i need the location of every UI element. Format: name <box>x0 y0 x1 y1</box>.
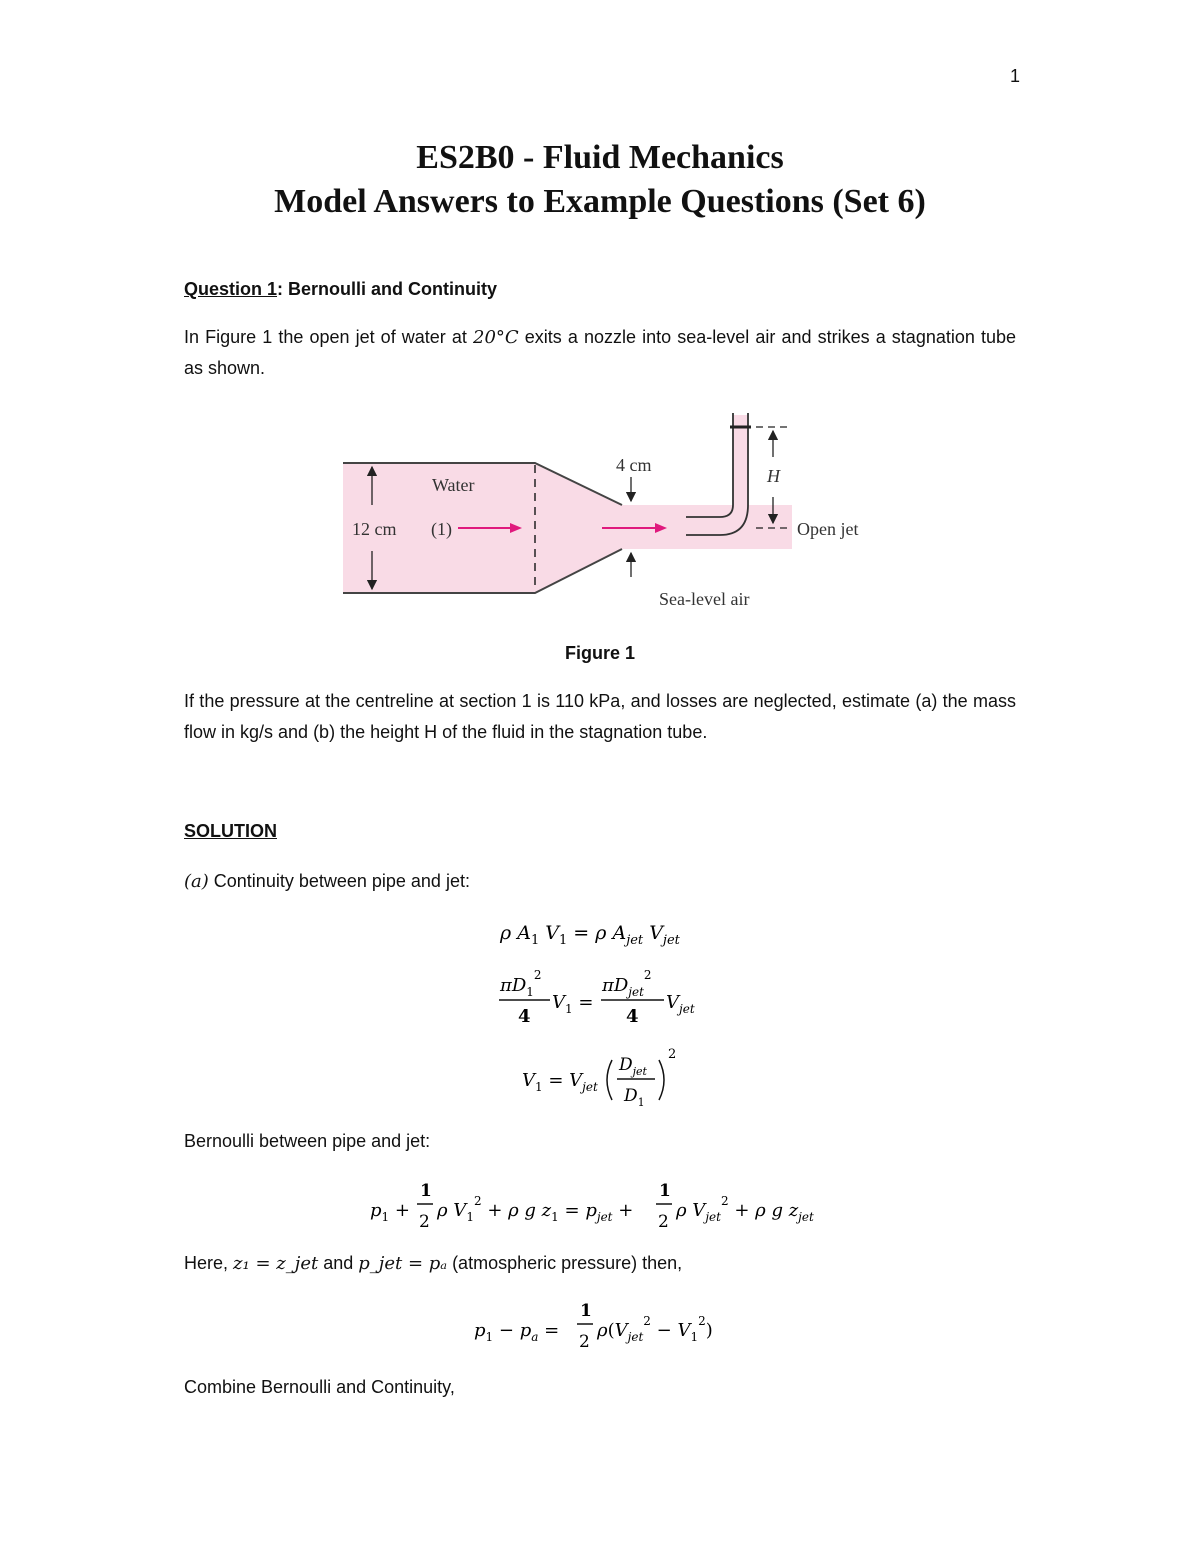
bernoulli-text: Bernoulli between pipe and jet: <box>184 1131 431 1151</box>
equation-continuity <box>480 912 720 952</box>
figure-caption: Figure 1 <box>564 643 635 663</box>
figure-1-diagram <box>330 405 890 620</box>
svg-text:D1: $D_1$ <box>624 1086 645 1109</box>
part-a-label: (a) <box>184 871 209 892</box>
question-intro <box>184 322 1016 384</box>
svg-text:ρ V12 + ρ g z1 = pjet +: ρ $V_1^2 + \rho$ g $z_1 = p_{jet}$ + <box>437 1194 634 1224</box>
svg-text:V1 = Vjet: $V_1 = V_{jet}$ <box>522 1070 598 1094</box>
equation-area-form <box>480 962 720 1032</box>
label-12cm: 12 cm <box>352 519 397 539</box>
solution-heading: SOLUTION <box>184 821 277 841</box>
svg-text:2: 2 <box>419 1212 430 1232</box>
svg-text:4: 4 <box>518 1006 531 1027</box>
svg-text:Vjet: $V_{jet}$ <box>666 992 695 1016</box>
part-a-line <box>184 866 470 897</box>
svg-text:1: 1 <box>659 1181 671 1201</box>
svg-text:1: 1 <box>420 1181 432 1201</box>
equation-bernoulli <box>360 1174 840 1238</box>
question-text: If the pressure at the centreline at section 1 is 110 kPa, and losses are neglected, estimate (a) the mass flow in kg/s and (b) the height H of the fluid in the stagnation tube. <box>184 691 1016 742</box>
svg-text:1: 1 <box>580 1301 592 1321</box>
here-suffix: (atmospheric pressure) then, <box>447 1253 683 1273</box>
combine-text: Combine Bernoulli and Continuity, <box>184 1377 455 1397</box>
title-course: ES2B0 - Fluid Mechanics <box>416 139 784 176</box>
svg-text:Djet: $D_{jet}$ <box>619 1055 647 1078</box>
here-eq1: z₁ = z_jet <box>233 1253 319 1274</box>
svg-text:ρ A1 V1 = ρ Ajet Vjet: ρ $A_1$ $V_1 = \rho$ $A_{jet}$ $V_{jet}$ <box>500 922 680 948</box>
equation-v1 <box>500 1042 700 1112</box>
label-section-1: (1) <box>431 519 452 539</box>
stagnation-tube-inner <box>686 413 733 517</box>
svg-text:2: 2 <box>579 1332 590 1352</box>
svg-text:4: 4 <box>626 1006 639 1027</box>
here-eq2: p_jet = pₐ <box>358 1253 448 1274</box>
intro-temperature: 20°C <box>473 327 519 348</box>
intro-text-1: In Figure 1 the open jet of water at <box>184 327 474 347</box>
svg-text:ρ(Vjet2 − V12): $\rho(V_{jet}^2 - V_1^2)$ <box>597 1314 713 1344</box>
svg-text:2: 2 <box>658 1212 669 1232</box>
svg-text:πD12: $\pi D_1^2$ <box>500 968 542 999</box>
here-and: and <box>318 1253 359 1273</box>
question-topic: : Bernoulli and Continuity <box>277 279 497 299</box>
svg-text:p1 − pa =: $p_1 - p_a$ = <box>474 1320 560 1344</box>
question-heading <box>184 274 497 305</box>
label-h: H <box>767 466 780 486</box>
here-line <box>184 1248 682 1279</box>
label-sea-level-air: Sea-level air <box>659 589 750 609</box>
page-number: 1 <box>1009 66 1020 86</box>
svg-text:V1 =: $V_1$ = <box>552 992 594 1016</box>
svg-text:ρ Vjet2 + ρ g zjet: ρ $V_{jet}^2 + \rho$ g $z_{jet}$ <box>676 1194 814 1224</box>
svg-text:2: 2 <box>668 1047 677 1062</box>
question-label: Question 1 <box>184 279 278 299</box>
label-4cm: 4 cm <box>616 455 652 475</box>
label-water: Water <box>432 475 475 495</box>
title-document: Model Answers to Example Questions (Set 6) <box>274 183 926 220</box>
equation-pressure-difference <box>460 1296 740 1360</box>
part-a-text: Continuity between pipe and jet: <box>208 871 470 891</box>
label-open-jet: Open jet <box>797 519 859 539</box>
here-prefix: Here, <box>184 1253 234 1273</box>
intro-text-2: exits a nozzle into sea-level air and strikes a stagnation tube as shown. <box>184 327 1016 378</box>
svg-text:πDjet2: $\pi D_{jet}^2$ <box>602 968 652 999</box>
svg-text:p1 +: $p_1$ + <box>370 1200 410 1224</box>
